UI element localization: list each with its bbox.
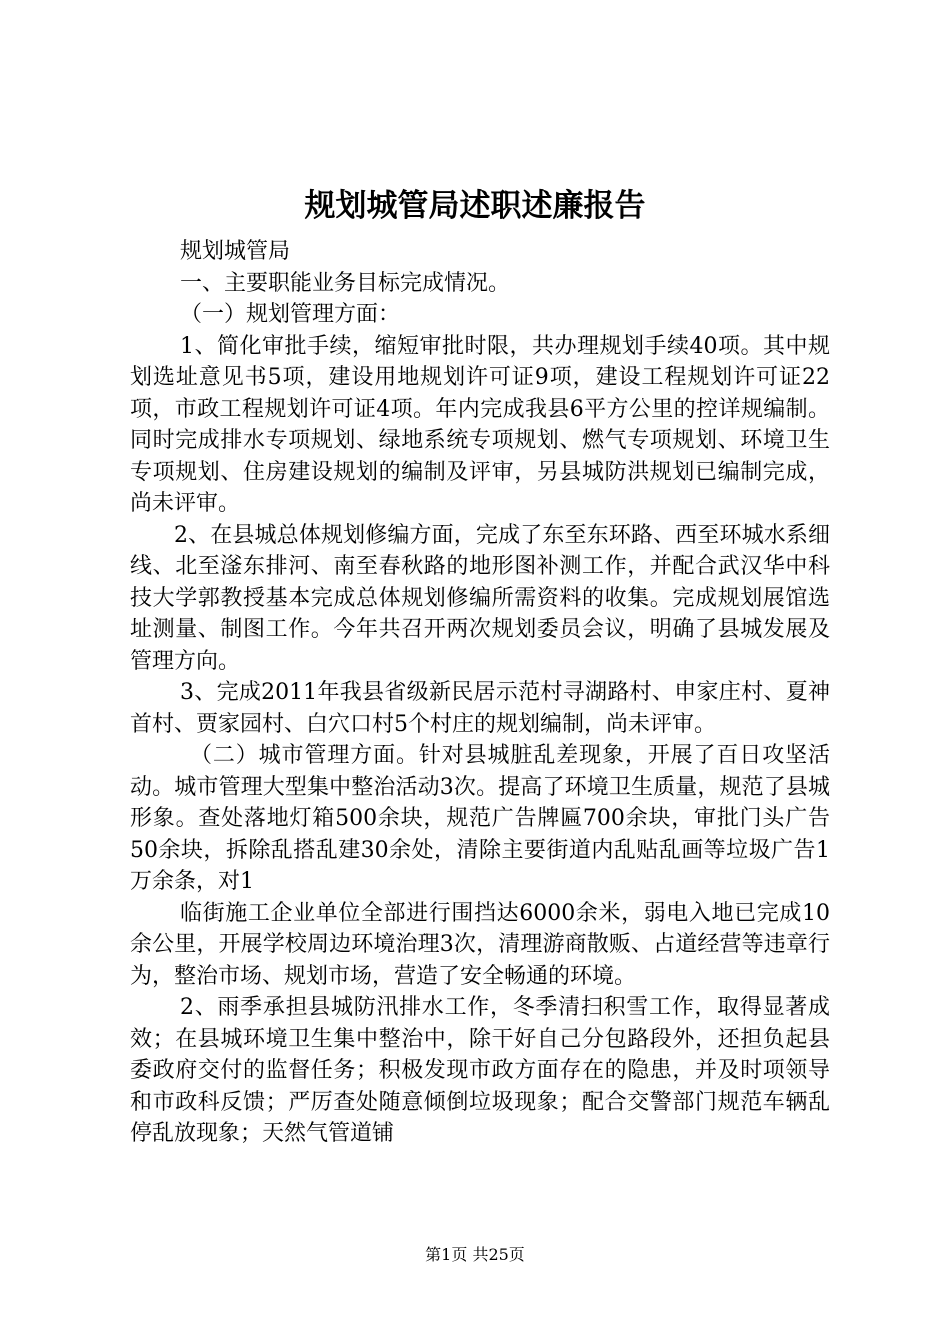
paragraph-subsection-city-management: （二）城市管理方面。针对县城脏乱差现象，开展了百日攻坚活动。城市管理大型集中整治活动3次。提高了环境卫生质量，规范了县城形象。查处落地灯箱500余块，规范广告牌匾700余块，审批门头广告50余块，拆除乱搭乱建30余处，清除主要街道内乱贴乱画等垃圾广告1万余条，对1 — [130, 743, 830, 894]
paragraph-planning-item-1: 1、简化审批手续，缩短审批时限，共办理规划手续40项。其中规划选址意见书5项，建设用地规划许可证9项，建设工程规划许可证22项，市政工程规划许可证4项。年内完成我县6平方公里的控详规编制。同时完成排水专项规划、绿地系统专项规划、燃气专项规划、环境卫生专项规划、住房建设规划的编制及评审，另县城防洪规划已编制完成，尚未评审。 — [130, 333, 830, 516]
paragraph-city-management-continued: 临街施工企业单位全部进行围挡达6000余米，弱电入地已完成10余公里，开展学校周边环境治理3次，清理游商散贩、占道经营等违章行为，整治市场、规划市场，营造了安全畅通的环境。 — [130, 900, 830, 989]
paragraph-section-1-heading: 一、主要职能业务目标完成情况。 — [180, 270, 511, 296]
document-title: 规划城管局述职述廉报告 — [304, 188, 646, 224]
paragraph-planning-item-2: 2、在县城总体规划修编方面，完成了东至东环路、西至环城水系细线、北至滏东排河、南至春秋路的地形图补测工作，并配合武汉华中科技大学郭教授基本完成总体规划修编所需资料的收集。完成规划展馆选址测量、制图工作。今年共召开两次规划委员会议，明确了县城发展及管理方向。 — [130, 522, 830, 674]
paragraph-department: 规划城管局 — [180, 239, 291, 264]
paragraph-city-management-item-2: 2、雨季承担县城防汛排水工作，冬季清扫积雪工作，取得显著成效；在县城环境卫生集中整治中，除干好自己分包路段外，还担负起县委政府交付的监督任务；积极发现市政方面存在的隐患，并及时项领导和市政科反馈；严厉查处随意倾倒垃圾现象；配合交警部门规范车辆乱停乱放现象；天然气管道铺 — [130, 995, 830, 1146]
document-body — [130, 236, 830, 1150]
paragraph-subsection-planning: （一）规划管理方面： — [180, 302, 401, 327]
page-footer: 第1页 共25页 — [425, 1245, 525, 1264]
paragraph-planning-item-3: 3、完成2011年我县省级新民居示范村寻湖路村、申家庄村、夏神首村、贾家园村、白穴口村5个村庄的规划编制，尚未评审。 — [130, 680, 830, 737]
